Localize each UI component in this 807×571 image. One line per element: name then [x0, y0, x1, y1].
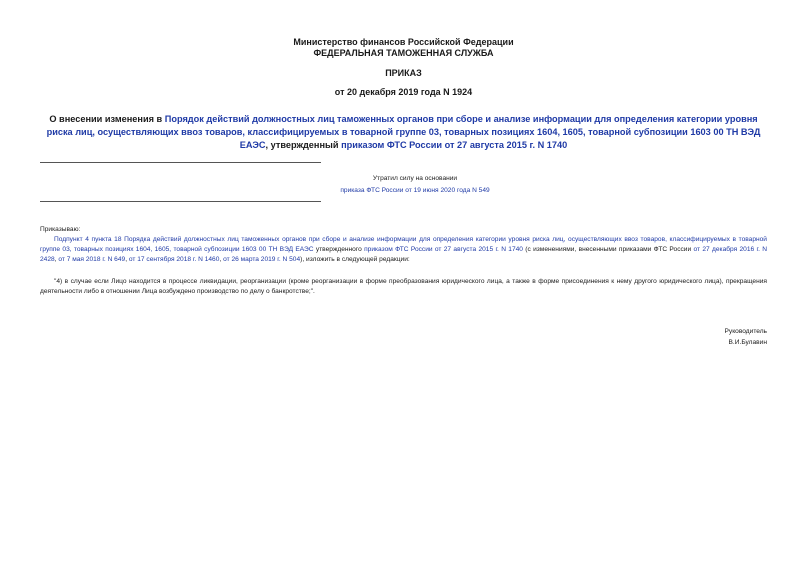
- p1-text: утвержденного: [313, 246, 365, 253]
- ministry-name: Министерство финансов Российской Федерации: [293, 37, 514, 47]
- signature-name: В.И.Булавин: [728, 339, 767, 346]
- document-title: [40, 113, 767, 152]
- title-prefix: О внесении изменения в: [49, 114, 165, 124]
- divider-bottom: [40, 201, 321, 202]
- p1-text: ,: [219, 256, 224, 263]
- p1-amend-link-1[interactable]: от 27 декабря 2016 г. N 2428: [40, 246, 767, 263]
- p1-amend-link-3[interactable]: от 17 сентября 2018 г. N 1460: [128, 256, 220, 263]
- service-name: ФЕДЕРАЛЬНАЯ ТАМОЖЕННАЯ СЛУЖБА: [313, 48, 494, 58]
- paragraph-2: "4) в случае если Лицо находится в процессе ликвидации, реорганизации (кроме реорганизации в форме преобразования юридического лица, а также в форме присоединения к нему другого юридического лица), прекращения деятельности либо в отношении Лица возбуждено производство по делу о банкротстве;".: [40, 278, 767, 295]
- document-type: ПРИКАЗ: [385, 68, 422, 78]
- p1-amend-link-4[interactable]: от 26 марта 2019 г. N 504: [223, 256, 301, 263]
- p1-text: ,: [54, 256, 59, 263]
- document-date: от 20 декабря 2019 года N 1924: [334, 87, 473, 97]
- order-1740-link[interactable]: приказом ФТС России от 27 августа 2015 г. N 1740: [341, 140, 568, 150]
- p1-text: (с изменениями, внесенными приказами ФТС России: [522, 246, 694, 253]
- p1-text: ,: [125, 256, 129, 263]
- divider-top: [40, 162, 321, 163]
- p1-text: ), изложить в следующей редакции:: [300, 256, 410, 263]
- title-middle: , утвержденный: [265, 140, 342, 150]
- paragraph-1: [40, 235, 767, 265]
- signature-role: Руководитель: [724, 328, 767, 335]
- p1-amend-link-2[interactable]: от 7 мая 2018 г. N 649: [58, 256, 126, 263]
- p1-procedure-link[interactable]: Подпункт 4 пункта 18 Порядка действий должностных лиц таможенных органов при сборе и анализе информации для определения категории уровня риска лиц, осуществляющих ввоз товаров, классифицируемых в товарной группе 03, товарных позициях 1604, 1605, товарной субпозиции 1603 00 ТН ВЭД ЕАЭС: [40, 236, 767, 253]
- lost-force-link[interactable]: приказа ФТС России от 19 июня 2020 года N 549: [340, 187, 490, 194]
- orders-label: Приказываю:: [40, 226, 81, 233]
- procedure-link[interactable]: Порядок действий должностных лиц таможенных органов при сборе и анализе информации для определения категории уровня риска лиц, осуществляющих ввоз товаров, классифицируемых в товарной группе 03, товарных позициях 1604, 1605, товарной субпозиции 1603 00 ТН ВЭД ЕАЭС: [46, 114, 761, 150]
- p1-order-link[interactable]: приказом ФТС России от 27 августа 2015 г. N 1740: [364, 246, 523, 253]
- lost-force-text: Утратил силу на основании: [372, 175, 458, 182]
